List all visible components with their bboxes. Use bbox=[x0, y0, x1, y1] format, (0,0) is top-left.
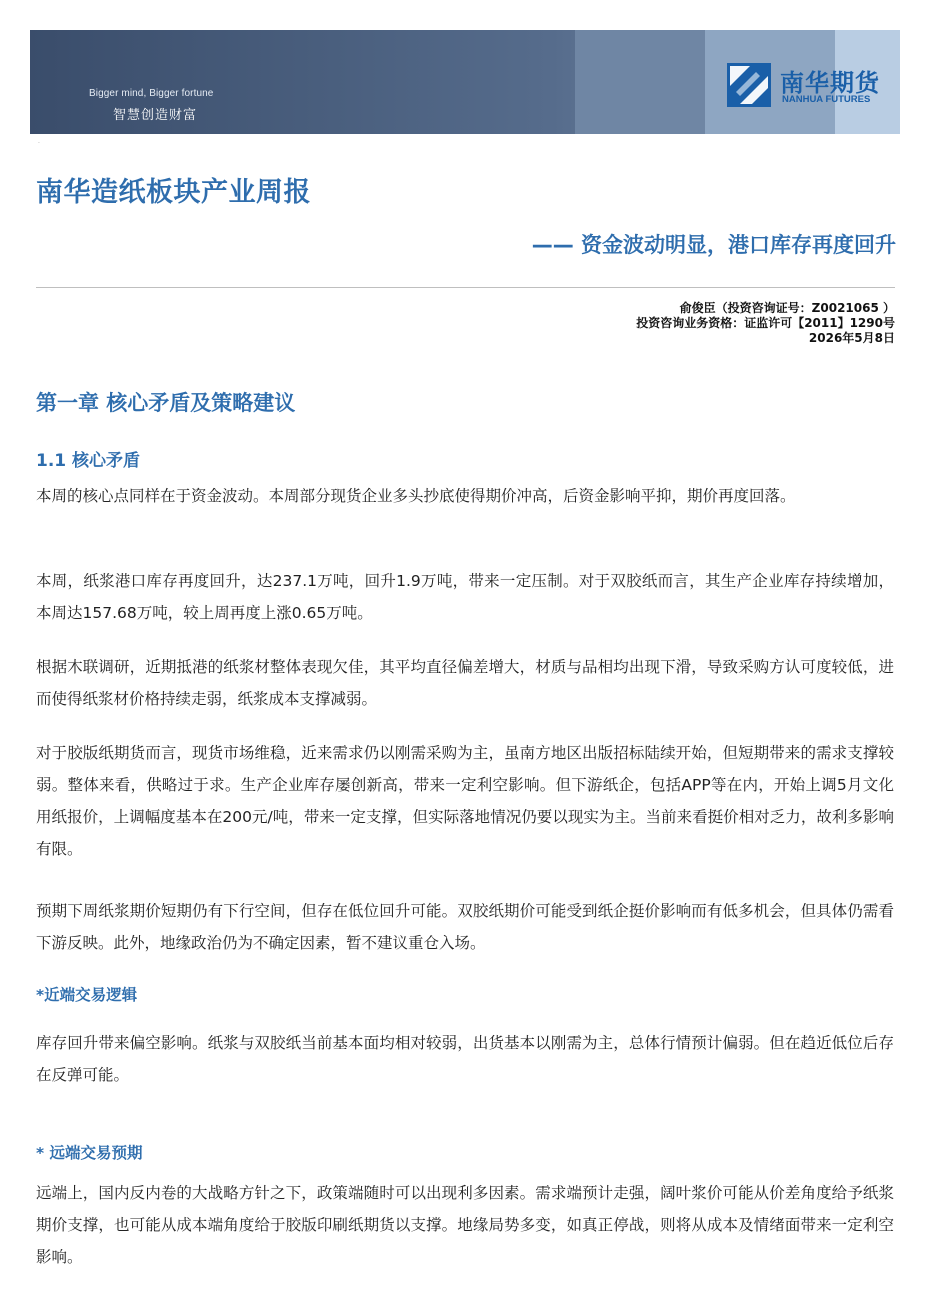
near-term-label: *近端交易逻辑 bbox=[36, 986, 138, 1004]
nanhua-logo-icon bbox=[726, 62, 772, 108]
paragraph: 对于胶版纸期货而言，现货市场维稳，近来需求仍以刚需采购为主，虽南方地区出版招标陆续开始，但短期带来的需求支撑较弱。整体来看，供略过于求。生产企业库存屡创新高，带来一定利空影响。但下游纸企，包括APP等在内，开始上调5月文化用纸报价，上调幅度基本在200元/吨，带来一定支撑，但实际落地情况仍要以现实为主。当前来看挺价相对乏力，故利多影响有限。 bbox=[36, 744, 894, 858]
far-term-text: 远端上，国内反内卷的大战略方针之下，政策端随时可以出现利多因素。需求端预计走强，阔叶浆价可能从价差角度给予纸浆期价支撑，也可能从成本端角度给于胶版印刷纸期货以支撑。地缘局势多变，如真正停战，则将从成本及情绪面带来一定利空影响。 bbox=[36, 1184, 894, 1266]
author-line: 俞俊臣（投资咨询证号：Z0021065 ） bbox=[679, 301, 895, 315]
divider bbox=[36, 287, 895, 288]
report-title: 南华造纸板块产业周报 bbox=[36, 177, 311, 208]
author-block bbox=[636, 301, 895, 346]
logo-chinese-text: 南华期货 bbox=[780, 69, 880, 97]
slogan-chinese: 智慧创造财富 bbox=[113, 108, 198, 123]
header-banner bbox=[30, 30, 900, 134]
nanhua-logo bbox=[726, 60, 886, 110]
report-date: 2026年5月8日 bbox=[808, 331, 895, 345]
near-term-text: 库存回升带来偏空影响。纸浆与双胶纸当前基本面均相对较弱，出货基本以刚需为主，总体行情预计偏弱。但在趋近低位后存在反弹可能。 bbox=[36, 1034, 894, 1084]
slogan-english: Bigger mind, Bigger fortune bbox=[89, 88, 214, 99]
paragraph: 本周，纸浆港口库存再度回升，达237.1万吨，回升1.9万吨，带来一定压制。对于双胶纸而言，其生产企业库存持续增加，本周达157.68万吨，较上周再度上涨0.65万吨。 bbox=[36, 572, 894, 622]
paragraph: 预期下周纸浆期价短期仍有下行空间，但存在低位回升可能。双胶纸期价可能受到纸企挺价影响而有低多机会，但具体仍需看下游反映。此外，地缘政治仍为不确定因素，暂不建议重仓入场。 bbox=[36, 902, 894, 952]
tiny-dot: · bbox=[38, 140, 40, 147]
far-term-label: * 远端交易预期 bbox=[36, 1144, 143, 1162]
license-line: 投资咨询业务资格：证监许可【2011】1290号 bbox=[636, 316, 895, 330]
banner-block bbox=[575, 30, 705, 134]
section-title: 1.1 核心矛盾 bbox=[36, 451, 141, 471]
chapter-title: 第一章 核心矛盾及策略建议 bbox=[36, 391, 296, 415]
paragraph: 根据木联调研，近期抵港的纸浆材整体表现欠佳，其平均直径偏差增大，材质与品相均出现下滑，导致采购方认可度较低，进而使得纸浆材价格持续走弱，纸浆成本支撑减弱。 bbox=[36, 658, 894, 708]
report-subtitle: —— 资金波动明显，港口库存再度回升 bbox=[531, 233, 896, 257]
paragraph: 本周的核心点同样在于资金波动。本周部分现货企业多头抄底使得期价冲高，后资金影响平抑，期价再度回落。 bbox=[36, 487, 796, 505]
logo-english-text: NANHUA FUTURES bbox=[782, 94, 871, 105]
